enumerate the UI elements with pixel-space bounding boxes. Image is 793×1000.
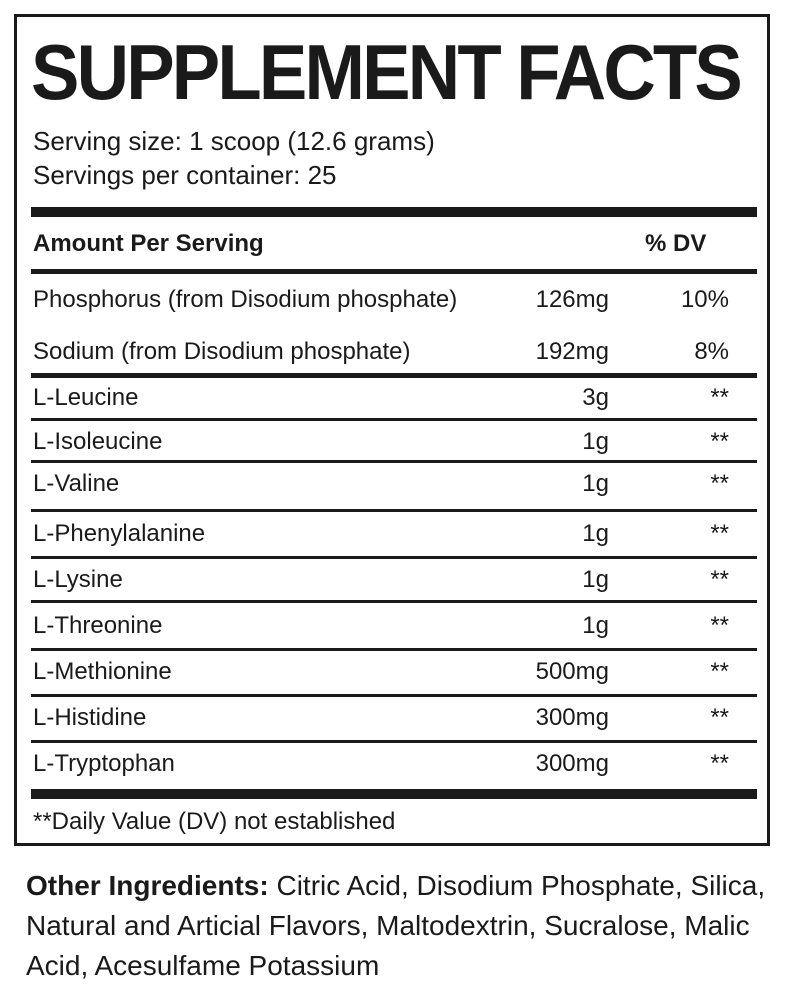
nutrient-amount: 1g: [582, 612, 609, 639]
nutrient-name: Phosphorus (from Disodium phosphate): [33, 286, 458, 313]
nutrient-amount: 500mg: [535, 658, 609, 685]
thin-divider: [31, 648, 757, 651]
nutrient-name: L-Valine: [33, 470, 120, 497]
nutrient-name: L-Tryptophan: [33, 750, 175, 777]
thick-divider: [31, 207, 757, 217]
nutrient-dv: **: [710, 658, 729, 685]
dv-footnote: **Daily Value (DV) not established: [33, 808, 396, 835]
servings-per-container: Servings per container: 25: [33, 160, 337, 190]
nutrient-dv: **: [710, 384, 729, 411]
nutrient-amount: 1g: [582, 470, 609, 497]
thick-divider: [31, 789, 757, 799]
thin-divider: [31, 509, 757, 512]
amount-per-serving-label: Amount Per Serving: [33, 230, 264, 257]
panel-title: SUPPLEMENT FACTS: [31, 28, 741, 116]
nutrient-name: L-Phenylalanine: [33, 520, 206, 547]
serving-size: Serving size: 1 scoop (12.6 grams): [33, 126, 435, 156]
nutrient-amount: 300mg: [535, 750, 609, 777]
nutrient-dv: **: [710, 520, 729, 547]
nutrient-dv: **: [710, 428, 729, 455]
nutrient-name: Sodium (from Disodium phosphate): [33, 338, 411, 365]
thin-divider: [31, 600, 757, 603]
nutrient-amount: 1g: [582, 520, 609, 547]
supplement-facts-panel: [14, 14, 770, 846]
nutrient-name: L-Threonine: [33, 612, 163, 639]
nutrient-amount: 126mg: [535, 286, 609, 313]
other-ingredients-label: Other Ingredients:: [26, 870, 269, 901]
nutrient-amount: 1g: [582, 428, 609, 455]
nutrient-dv: **: [710, 704, 729, 731]
thin-divider: [31, 694, 757, 697]
other-ingredients: [26, 866, 766, 986]
nutrient-name: L-Lysine: [33, 566, 123, 593]
nutrient-name: L-Leucine: [33, 384, 139, 411]
thin-divider: [31, 418, 757, 421]
nutrient-name: L-Histidine: [33, 704, 147, 731]
nutrient-name: L-Isoleucine: [33, 428, 163, 455]
nutrient-dv: **: [710, 566, 729, 593]
nutrient-dv: 10%: [680, 286, 729, 313]
medium-divider: [31, 269, 757, 274]
other-ingredients-text: Citric Acid, Disodium Phosphate, Silica, Natural and Articial Flavors, Maltodextrin, Sucralose, Malic Acid, Acesulfame Potassium: [26, 870, 766, 981]
nutrient-dv: **: [710, 470, 729, 497]
thin-divider: [31, 556, 757, 559]
nutrient-amount: 1g: [582, 566, 609, 593]
medium-divider: [31, 373, 757, 378]
nutrient-amount: 192mg: [535, 338, 609, 365]
dv-header-label: % DV: [645, 230, 707, 257]
nutrient-dv: **: [710, 612, 729, 639]
table-header: [33, 229, 753, 259]
nutrient-amount: 3g: [582, 384, 609, 411]
nutrient-name: L-Methionine: [33, 658, 172, 685]
nutrient-dv: **: [710, 750, 729, 777]
nutrient-dv: 8%: [694, 338, 729, 365]
nutrient-amount: 300mg: [535, 704, 609, 731]
thin-divider: [31, 740, 757, 743]
thin-divider: [31, 460, 757, 463]
